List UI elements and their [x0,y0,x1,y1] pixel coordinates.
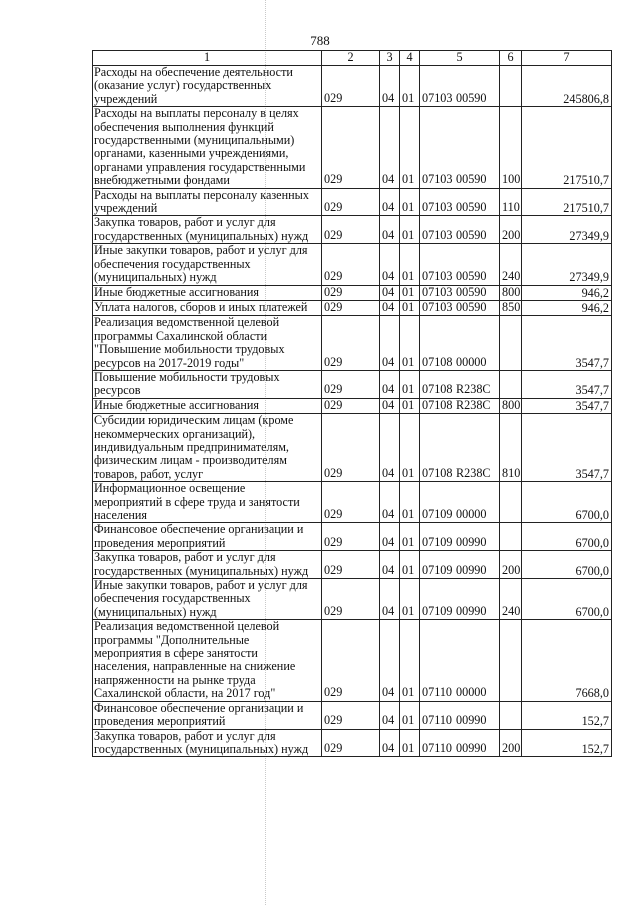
expense-type-cell: 240 [500,244,522,285]
target-article-direction: 00590 [456,227,487,242]
target-article-cell [420,414,500,482]
section-code-cell: 04 [380,398,400,413]
expense-name-line: Расходы на обеспечение деятельности [94,65,293,79]
target-article-cell [420,482,500,523]
target-article-cell [420,370,500,398]
table-row [93,620,612,701]
expense-name-line: проведения мероприятий [94,535,226,550]
expense-name-line: Иные закупки товаров, работ и услуг для [94,243,308,258]
amount-cell: 6700,0 [522,482,612,523]
table-header-row [93,51,612,66]
expense-name-line: программы "Дополнительные [94,632,250,647]
expense-name-line: государственных (муниципальных) нужд [94,741,309,756]
amount-cell: 3547,7 [522,316,612,371]
subsection-code-cell: 01 [400,620,420,701]
subsection-code-cell: 01 [400,316,420,371]
amount-cell: 245806,8 [522,66,612,107]
target-article-program: 07110 [422,685,453,700]
subsection-code-cell: 01 [400,370,420,398]
target-article-program: 07110 [422,713,453,728]
target-article-cell [420,244,500,285]
amount-cell: 6700,0 [522,523,612,551]
expense-name-line: Расходы на выплаты персоналу казенных [94,188,309,202]
table-row [93,370,612,398]
target-article-program: 07110 [422,740,453,755]
expense-name-line: обеспечения государственных [94,591,251,606]
expense-name-line: обеспечения выполнения функций [94,119,274,134]
target-article-program: 07108 [422,465,453,480]
target-article-direction: 00990 [456,713,487,728]
target-article-cell [420,316,500,371]
expense-name-line: Расходы на выплаты персоналу в целях [94,106,299,121]
column-header: 6 [500,51,522,66]
amount-cell: 152,7 [522,729,612,757]
expense-name-line: Сахалинской области, на 2017 год" [94,686,276,701]
expense-name-line: государственными (муниципальными) [94,133,295,148]
ministry-code-cell: 029 [322,620,380,701]
column-header: 7 [522,51,612,66]
section-code-cell: 04 [380,414,400,482]
budget-table [92,50,612,757]
expense-name-cell [93,620,322,701]
expense-name-line: государственных (муниципальных) нужд [94,563,309,578]
expense-name-cell [93,216,322,244]
expense-name-line: учреждений [94,201,158,216]
ministry-code-cell: 029 [322,370,380,398]
expense-name-line: ресурсов [94,383,141,398]
target-article-direction: 00590 [456,172,487,187]
expense-name-cell [93,523,322,551]
amount-cell: 3547,7 [522,398,612,413]
expense-name-cell [93,370,322,398]
column-header: 2 [322,51,380,66]
section-code-cell: 04 [380,188,400,216]
section-code-cell: 04 [380,729,400,757]
expense-name-line: обеспечения государственных [94,256,251,271]
target-article-cell [420,620,500,701]
target-article-cell [420,188,500,216]
amount-cell: 6700,0 [522,579,612,620]
subsection-code-cell: 01 [400,107,420,188]
ministry-code-cell: 029 [322,188,380,216]
expense-name-line: Закупка товаров, работ и услуг для [94,215,276,230]
expense-name-line: учреждений [94,91,158,106]
amount-cell: 217510,7 [522,188,612,216]
expense-name-cell [93,579,322,620]
table-row [93,316,612,371]
target-article-program: 07108 [422,354,453,369]
target-article-program: 07103 [422,269,453,284]
expense-name-cell [93,551,322,579]
subsection-code-cell: 01 [400,398,420,413]
ministry-code-cell: 029 [322,482,380,523]
expense-name-line: (муниципальных) нужд [94,604,217,619]
section-code-cell: 04 [380,579,400,620]
expense-type-cell: 100 [500,107,522,188]
expense-type-cell [500,316,522,371]
expense-name-cell [93,729,322,757]
section-code-cell: 04 [380,107,400,188]
subsection-code-cell: 01 [400,729,420,757]
section-code-cell: 04 [380,66,400,107]
expense-type-cell: 200 [500,551,522,579]
section-code-cell: 04 [380,300,400,315]
target-article-direction: 00000 [456,354,487,369]
target-article-direction: 00590 [456,200,487,215]
ministry-code-cell: 029 [322,523,380,551]
expense-name-cell [93,414,322,482]
target-article-cell [420,701,500,729]
expense-name-line: товаров, работ, услуг [94,466,204,481]
expense-name-line: Финансовое обеспечение организации и [94,522,304,537]
expense-name-cell [93,300,322,315]
expense-name-line: Иные бюджетные ассигнования [94,398,260,412]
target-article-program: 07109 [422,603,453,618]
expense-name-line: (муниципальных) нужд [94,270,217,285]
subsection-code-cell: 01 [400,300,420,315]
ministry-code-cell: 029 [322,285,380,300]
expense-name-cell [93,398,322,413]
expense-type-cell [500,482,522,523]
expense-type-cell [500,523,522,551]
ministry-code-cell: 029 [322,244,380,285]
table-row [93,729,612,757]
amount-cell: 946,2 [522,300,612,315]
expense-name-line: Иные закупки товаров, работ и услуг для [94,578,308,593]
expense-type-cell [500,370,522,398]
target-article-direction: 00590 [456,285,487,299]
table-row [93,244,612,285]
expense-name-line: напряженности на рынке труда [94,672,256,687]
expense-name-line: органами, казенными учреждениями, [94,146,289,161]
target-article-program: 07109 [422,562,453,577]
ministry-code-cell: 029 [322,701,380,729]
expense-name-cell [93,66,322,107]
column-header: 4 [400,51,420,66]
ministry-code-cell: 029 [322,414,380,482]
amount-cell: 6700,0 [522,551,612,579]
column-header: 3 [380,51,400,66]
expense-name-line: физическим лицам - производителям [94,453,287,468]
target-article-direction: 00990 [456,562,487,577]
target-article-direction: 00990 [456,603,487,618]
ministry-code-cell: 029 [322,107,380,188]
expense-name-line: органами управления государственными [94,159,306,174]
table-row [93,66,612,107]
expense-type-cell: 200 [500,729,522,757]
expense-name-line: мероприятия в сфере занятости [94,646,258,661]
target-article-cell [420,729,500,757]
amount-cell: 217510,7 [522,107,612,188]
table-row [93,300,612,315]
target-article-program: 07108 [422,398,453,412]
ministry-code-cell: 029 [322,729,380,757]
target-article-program: 07108 [422,382,453,397]
target-article-program: 07103 [422,172,453,187]
expense-name-line: Закупка товаров, работ и услуг для [94,729,276,743]
table-row [93,579,612,620]
subsection-code-cell: 01 [400,285,420,300]
section-code-cell: 04 [380,285,400,300]
ministry-code-cell: 029 [322,300,380,315]
expense-type-cell: 800 [500,285,522,300]
expense-name-line: некоммерческих организаций), [94,426,256,441]
expense-name-line: населения, направленные на снижение [94,659,296,674]
amount-cell: 3547,7 [522,370,612,398]
expense-name-line: Финансовое обеспечение организации и [94,701,304,715]
target-article-program: 07103 [422,285,453,299]
column-header: 1 [93,51,322,66]
expense-name-line: программы Сахалинской области [94,328,268,343]
table-row [93,551,612,579]
expense-name-cell [93,701,322,729]
expense-name-cell [93,188,322,216]
table-row [93,188,612,216]
target-article-cell [420,216,500,244]
expense-name-cell [93,482,322,523]
ministry-code-cell: 029 [322,66,380,107]
target-article-cell [420,551,500,579]
target-article-direction: 00590 [456,90,487,105]
expense-name-line: индивидуальным предпринимателям, [94,439,289,454]
ministry-code-cell: 029 [322,216,380,244]
expense-type-cell [500,620,522,701]
target-article-direction: 00000 [456,507,487,521]
subsection-code-cell: 01 [400,414,420,482]
expense-name-line: Закупка товаров, работ и услуг для [94,550,276,565]
expense-name-line: проведения мероприятий [94,714,226,729]
target-article-program: 07109 [422,507,453,521]
subsection-code-cell: 01 [400,66,420,107]
amount-cell: 27349,9 [522,244,612,285]
subsection-code-cell: 01 [400,244,420,285]
target-article-program: 07103 [422,90,453,105]
target-article-cell [420,107,500,188]
ministry-code-cell: 029 [322,398,380,413]
target-article-direction: 00000 [456,685,487,700]
expense-name-line: Уплата налогов, сборов и иных платежей [94,300,308,314]
subsection-code-cell: 01 [400,579,420,620]
expense-name-line: Информационное освещение [94,481,246,496]
target-article-direction: 00590 [456,300,487,314]
target-article-cell [420,300,500,315]
target-article-program: 07103 [422,200,453,215]
expense-name-cell [93,316,322,371]
expense-name-line: Реализация ведомственной целевой [94,619,280,634]
table-row [93,398,612,413]
expense-name-line: Повышение мобильности трудовых [94,370,280,384]
ministry-code-cell: 029 [322,551,380,579]
expense-type-cell: 810 [500,414,522,482]
expense-name-line: внебюджетными фондами [94,173,230,188]
expense-type-cell: 200 [500,216,522,244]
target-article-direction: 00990 [456,740,487,755]
expense-name-cell [93,244,322,285]
table-row [93,107,612,188]
expense-type-cell: 240 [500,579,522,620]
table-row [93,285,612,300]
amount-cell: 27349,9 [522,216,612,244]
table-row [93,701,612,729]
table-row [93,482,612,523]
expense-name-line: (оказание услуг) государственных [94,78,272,93]
amount-cell: 3547,7 [522,414,612,482]
amount-cell: 946,2 [522,285,612,300]
section-code-cell: 04 [380,316,400,371]
expense-name-line: Субсидии юридическим лицам (кроме [94,413,294,428]
target-article-direction: 00590 [456,269,487,284]
section-code-cell: 04 [380,701,400,729]
target-article-direction: R238C [456,465,491,480]
amount-cell: 7668,0 [522,620,612,701]
target-article-program: 07109 [422,534,453,549]
expense-name-line: Иные бюджетные ассигнования [94,285,260,299]
expense-type-cell [500,66,522,107]
expense-type-cell: 800 [500,398,522,413]
expense-name-line: "Повышение мобильности трудовых [94,342,285,357]
subsection-code-cell: 01 [400,188,420,216]
expense-name-line: Реализация ведомственной целевой [94,315,280,330]
target-article-direction: R238C [456,398,491,412]
amount-cell: 152,7 [522,701,612,729]
ministry-code-cell: 029 [322,579,380,620]
section-code-cell: 04 [380,216,400,244]
table-body [93,51,612,757]
target-article-program: 07103 [422,300,453,314]
expense-name-line: мероприятий в сфере труда и занятости [94,494,300,509]
subsection-code-cell: 01 [400,523,420,551]
section-code-cell: 04 [380,551,400,579]
section-code-cell: 04 [380,620,400,701]
section-code-cell: 04 [380,482,400,523]
expense-name-line: населения [94,508,148,522]
expense-name-cell [93,285,322,300]
ministry-code-cell: 029 [322,316,380,371]
section-code-cell: 04 [380,370,400,398]
subsection-code-cell: 01 [400,551,420,579]
target-article-cell [420,579,500,620]
expense-type-cell: 850 [500,300,522,315]
target-article-program: 07103 [422,227,453,242]
target-article-direction: 00990 [456,534,487,549]
table-row [93,414,612,482]
expense-name-cell [93,107,322,188]
target-article-cell [420,398,500,413]
section-code-cell: 04 [380,244,400,285]
table-row [93,216,612,244]
expense-type-cell: 110 [500,188,522,216]
target-article-direction: R238C [456,382,491,397]
target-article-cell [420,285,500,300]
subsection-code-cell: 01 [400,216,420,244]
section-code-cell: 04 [380,523,400,551]
subsection-code-cell: 01 [400,482,420,523]
expense-name-line: государственных (муниципальных) нужд [94,228,309,243]
page-number: 788 [310,33,330,48]
target-article-cell [420,523,500,551]
column-header: 5 [420,51,500,66]
table-row [93,523,612,551]
expense-type-cell [500,701,522,729]
target-article-cell [420,66,500,107]
expense-name-line: ресурсов на 2017-2019 годы" [94,355,245,370]
subsection-code-cell: 01 [400,701,420,729]
